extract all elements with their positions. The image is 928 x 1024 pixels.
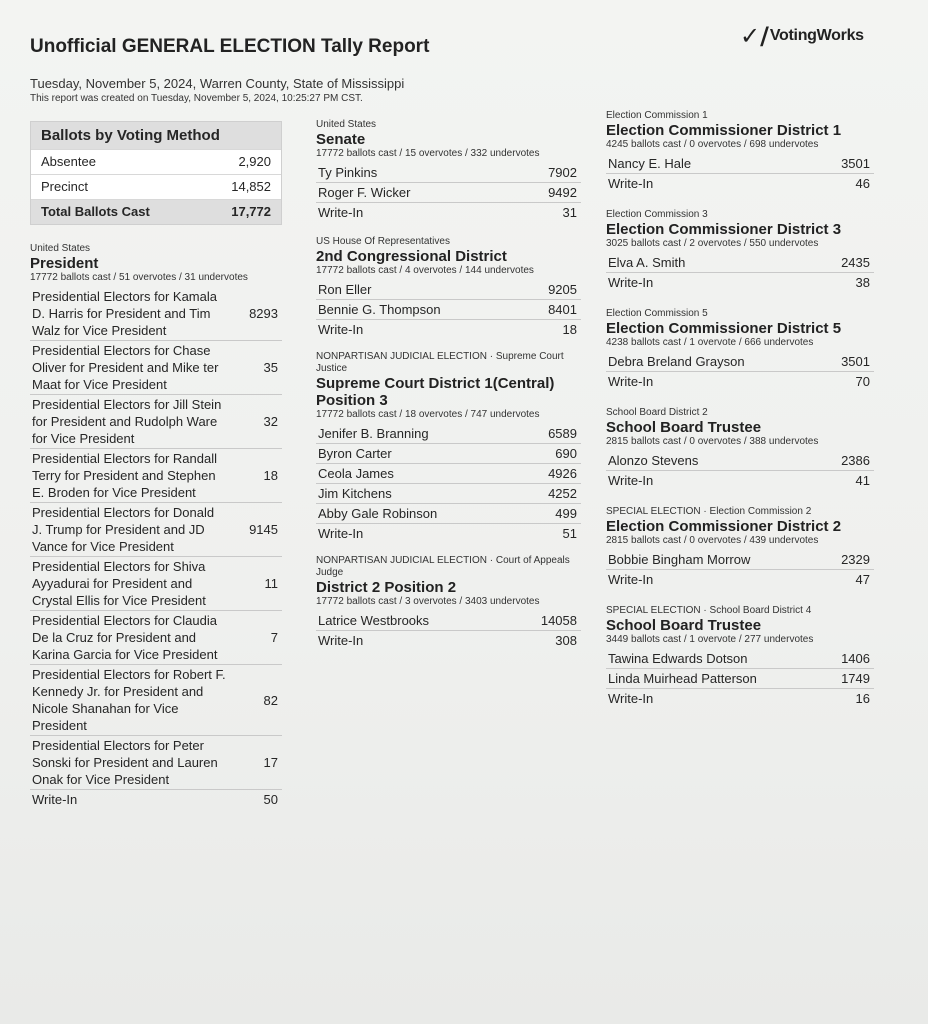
candidate-name: Linda Muirhead Patterson [608, 671, 757, 686]
candidate-row [606, 352, 874, 372]
total-label: Total Ballots Cast [41, 204, 150, 219]
candidate-votes: 31 [562, 205, 577, 220]
candidate-name: Presidential Electors for Donald J. Trump for President and JD Vance for Vice President [32, 505, 215, 554]
contest-jurisdiction: SPECIAL ELECTION · Election Commission 2 [606, 506, 812, 517]
candidate-name: Presidential Electors for Claudia De la Cruz for President and Karina Garcia for Vice President [32, 613, 218, 662]
candidate-votes: 690 [555, 446, 577, 461]
candidate-votes: 499 [555, 506, 577, 521]
contest-school-board-trustee-district-2 [606, 407, 874, 490]
contest-2nd-congressional-district [316, 236, 581, 339]
candidate-row [316, 631, 581, 650]
candidate-votes: 11 [264, 576, 278, 591]
candidate-row [606, 689, 874, 708]
candidate-row [316, 300, 581, 320]
contest-title: School Board Trustee [606, 419, 762, 436]
report-created-timestamp: This report was created on Tuesday, November 5, 2024, 10:25:27 PM CST. [30, 93, 363, 104]
contest-stats: 2815 ballots cast / 0 overvotes / 439 undervotes [606, 535, 819, 546]
contest-stats: 3449 ballots cast / 1 overvote / 277 undervotes [606, 634, 814, 645]
column-1 [30, 121, 282, 821]
ballots-by-method-table [30, 121, 282, 225]
candidate-name: Write-In [608, 275, 654, 290]
contest-title: Senate [316, 131, 366, 148]
candidate-name: Ty Pinkins [318, 165, 378, 180]
candidate-name: Ceola James [318, 466, 394, 481]
contest-election-commissioner-district-1 [606, 110, 874, 193]
contest-title: Election Commissioner District 2 [606, 518, 842, 535]
contest-stats: 4245 ballots cast / 0 overvotes / 698 undervotes [606, 139, 819, 150]
candidate-votes: 32 [263, 414, 278, 429]
method-value: 2,920 [238, 154, 271, 169]
candidate-row [316, 163, 581, 183]
candidate-row [606, 649, 874, 669]
method-label: Absentee [41, 154, 96, 169]
candidate-row [30, 341, 282, 395]
candidate-row [606, 154, 874, 174]
candidate-row [316, 183, 581, 203]
candidate-name: Write-In [318, 526, 364, 541]
candidate-name: Presidential Electors for Peter Sonski for President and Lauren Onak for Vice President [32, 738, 218, 787]
candidate-name: Presidential Electors for Randall Terry for President and Stephen E. Broden for Vice President [32, 451, 217, 500]
candidate-votes: 70 [855, 374, 870, 389]
candidate-votes: 51 [562, 526, 577, 541]
checkmark-icon: ✓/ [740, 22, 769, 50]
candidate-row [30, 790, 282, 809]
candidate-votes: 8401 [548, 302, 577, 317]
candidate-votes: 38 [855, 275, 870, 290]
report-subtitle: Tuesday, November 5, 2024, Warren County, State of Mississippi [30, 76, 405, 91]
contest-title: Election Commissioner District 3 [606, 221, 842, 238]
candidate-name: Elva A. Smith [608, 255, 686, 270]
candidate-row [606, 253, 874, 273]
table-row [31, 174, 281, 199]
candidate-row [316, 504, 581, 524]
candidate-name: Write-In [608, 473, 654, 488]
candidate-votes: 14058 [540, 613, 577, 628]
candidate-votes: 82 [263, 692, 278, 708]
candidate-name: Ron Eller [318, 282, 372, 297]
candidate-row [606, 550, 874, 570]
contest-title: President [30, 255, 99, 272]
candidate-votes: 9492 [548, 185, 577, 200]
candidate-row [30, 736, 282, 790]
contest-title: 2nd Congressional District [316, 248, 507, 265]
contest-stats: 17772 ballots cast / 4 overvotes / 144 undervotes [316, 265, 534, 276]
candidate-row [30, 395, 282, 449]
contest-stats: 17772 ballots cast / 15 overvotes / 332 undervotes [316, 148, 540, 159]
candidate-row [316, 524, 581, 543]
candidate-votes: 7902 [548, 165, 577, 180]
contest-jurisdiction: United States [316, 119, 377, 130]
contest-election-commissioner-district-3 [606, 209, 874, 292]
contest-jurisdiction: School Board District 2 [606, 407, 708, 418]
candidate-row [316, 444, 581, 464]
contest-jurisdiction: Election Commission 3 [606, 209, 708, 220]
candidate-votes: 308 [555, 633, 577, 648]
total-value: 17,772 [231, 204, 271, 219]
candidate-name: Tawina Edwards Dotson [608, 651, 748, 666]
candidate-row [606, 273, 874, 292]
candidate-votes: 16 [855, 691, 870, 706]
method-label: Precinct [41, 179, 88, 194]
candidate-name: Abby Gale Robinson [318, 506, 438, 521]
candidate-name: Write-In [608, 691, 654, 706]
candidate-name: Alonzo Stevens [608, 453, 699, 468]
contest-jurisdiction: US House Of Representatives [316, 236, 450, 247]
candidate-row [606, 174, 874, 193]
candidate-name: Write-In [608, 176, 654, 191]
candidate-row [30, 557, 282, 611]
candidate-votes: 7 [270, 630, 278, 645]
candidate-name: Write-In [608, 572, 654, 587]
candidate-row [30, 449, 282, 503]
contest-stats: 4238 ballots cast / 1 overvote / 666 undervotes [606, 337, 814, 348]
contest-stats: 3025 ballots cast / 2 overvotes / 550 undervotes [606, 238, 819, 249]
contest-title: Election Commissioner District 5 [606, 320, 842, 337]
candidate-votes: 18 [562, 322, 577, 337]
candidate-votes: 50 [263, 792, 278, 807]
contest-title: School Board Trustee [606, 617, 762, 634]
contest-title: Supreme Court District 1(Central) Position 3 [316, 375, 555, 409]
candidate-row [316, 203, 581, 222]
candidate-row [30, 287, 282, 341]
contest-election-commissioner-district-5 [606, 308, 874, 391]
contest-stats: 17772 ballots cast / 3 overvotes / 3403 undervotes [316, 596, 540, 607]
candidate-row [316, 280, 581, 300]
candidate-name: Presidential Electors for Shiva Ayyadurai for President and Crystal Ellis for Vice President [32, 559, 206, 608]
table-row [31, 149, 281, 174]
candidate-row [606, 570, 874, 589]
candidate-votes: 17 [263, 755, 278, 770]
contest-jurisdiction: United States [30, 243, 91, 254]
contest-stats: 17772 ballots cast / 51 overvotes / 31 undervotes [30, 272, 248, 283]
candidate-votes: 47 [855, 572, 870, 587]
contest-jurisdiction: Election Commission 1 [606, 110, 708, 121]
contest-school-board-trustee-district-4 [606, 605, 874, 708]
votingworks-logo [740, 24, 864, 48]
contest-jurisdiction: SPECIAL ELECTION · School Board District 4 [606, 605, 812, 616]
candidate-name: Presidential Electors for Robert F. Kennedy Jr. for President and Nicole Shanahan for Vice President [32, 667, 226, 733]
candidate-row [30, 611, 282, 665]
candidate-votes: 41 [855, 473, 870, 488]
candidate-row [606, 669, 874, 689]
contest-election-commissioner-district-2 [606, 506, 874, 589]
candidate-name: Write-In [318, 322, 364, 337]
ballots-by-method-title: Ballots by Voting Method [31, 122, 281, 149]
candidate-row [606, 471, 874, 490]
candidate-name: Roger F. Wicker [318, 185, 411, 200]
candidate-votes: 9145 [249, 522, 278, 537]
candidate-votes: 4252 [548, 486, 577, 501]
contest-jurisdiction: NONPARTISAN JUDICIAL ELECTION · Supreme Court Justice [316, 351, 564, 374]
candidate-votes: 46 [855, 176, 870, 191]
candidate-name: Jim Kitchens [318, 486, 392, 501]
column-3 [606, 110, 874, 720]
candidate-votes: 2386 [841, 453, 870, 468]
candidate-votes: 18 [263, 468, 278, 483]
candidate-row [30, 503, 282, 557]
logo-text: VotingWorks [769, 27, 864, 44]
candidate-name: Latrice Westbrooks [318, 613, 430, 628]
candidate-name: Nancy E. Hale [608, 156, 692, 171]
candidate-name: Presidential Electors for Jill Stein for President and Rudolph Ware for Vice President [32, 397, 222, 446]
contest-senate [316, 119, 581, 222]
candidate-row [606, 372, 874, 391]
contest-court-of-appeals [316, 555, 581, 650]
candidate-name: Bennie G. Thompson [318, 302, 441, 317]
candidate-name: Presidential Electors for Chase Oliver for President and Mike ter Maat for Vice President [32, 343, 219, 392]
candidate-row [316, 464, 581, 484]
total-row [31, 199, 281, 224]
candidate-name: Bobbie Bingham Morrow [608, 552, 751, 567]
candidate-votes: 8293 [249, 306, 278, 321]
report-title: Unofficial GENERAL ELECTION Tally Report [30, 36, 430, 57]
contest-stats: 17772 ballots cast / 18 overvotes / 747 undervotes [316, 409, 540, 420]
candidate-name: Write-In [608, 374, 654, 389]
contest-title: District 2 Position 2 [316, 579, 457, 596]
contest-jurisdiction: NONPARTISAN JUDICIAL ELECTION · Court of Appeals Judge [316, 555, 570, 578]
candidate-votes: 3501 [841, 156, 870, 171]
contest-title: Election Commissioner District 1 [606, 122, 842, 139]
method-value: 14,852 [231, 179, 271, 194]
contest-president [30, 243, 282, 809]
candidate-row [316, 424, 581, 444]
candidate-name: Jenifer B. Branning [318, 426, 429, 441]
candidate-votes: 1406 [841, 651, 870, 666]
candidate-name: Write-In [318, 633, 364, 648]
candidate-votes: 6589 [548, 426, 577, 441]
candidate-row [30, 665, 282, 736]
candidate-votes: 2435 [841, 255, 870, 270]
candidate-votes: 9205 [548, 282, 577, 297]
contest-supreme-court [316, 351, 581, 543]
candidate-name: Write-In [318, 205, 364, 220]
candidate-votes: 3501 [841, 354, 870, 369]
candidate-name: Write-In [32, 792, 78, 807]
candidate-votes: 2329 [841, 552, 870, 567]
column-2 [316, 119, 581, 662]
contest-jurisdiction: Election Commission 5 [606, 308, 708, 319]
candidate-row [606, 451, 874, 471]
candidate-name: Debra Breland Grayson [608, 354, 745, 369]
candidate-name: Presidential Electors for Kamala D. Harris for President and Tim Walz for Vice President [32, 289, 217, 338]
candidate-row [316, 484, 581, 504]
candidate-name: Byron Carter [318, 446, 392, 461]
candidate-votes: 4926 [548, 466, 577, 481]
candidate-votes: 1749 [841, 671, 870, 686]
candidate-row [316, 320, 581, 339]
contest-stats: 2815 ballots cast / 0 overvotes / 388 undervotes [606, 436, 819, 447]
candidate-row [316, 611, 581, 631]
candidate-votes: 35 [263, 360, 278, 375]
